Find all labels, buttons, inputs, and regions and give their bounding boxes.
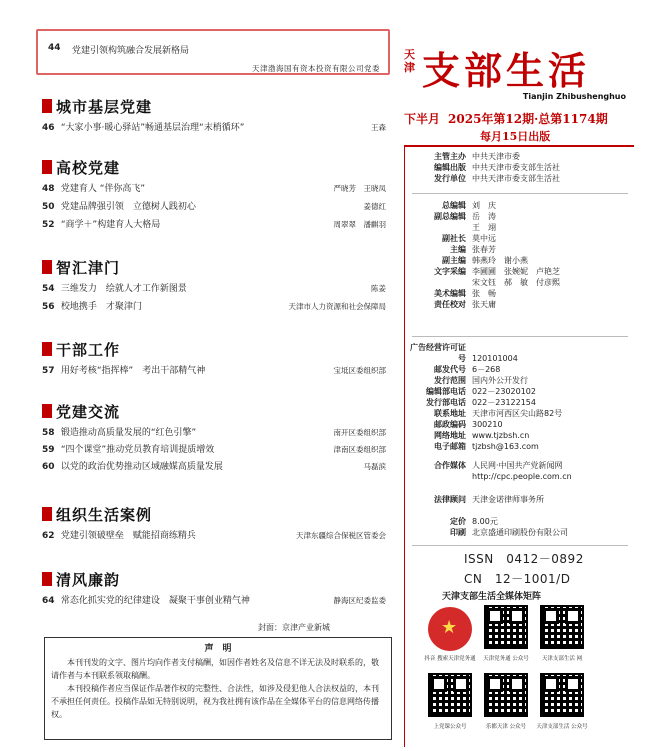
toc-item[interactable] [42,460,390,474]
page-number: 58 [42,428,55,438]
page-number: 60 [42,462,55,472]
article-author: 马磊滨 [363,462,386,471]
info-row [404,151,634,162]
section-college [42,158,390,232]
info-value: 300210 [472,420,503,429]
toc-item[interactable] [42,282,390,296]
cn-number: CN 12－1001/D [464,572,571,586]
info-row [404,408,634,419]
section-integrity [42,570,390,608]
info-row [404,375,634,386]
article-author: 陈姜 [371,284,386,293]
info-value: 张天庸 [472,300,496,309]
toc-item[interactable] [42,443,390,457]
issn: ISSN 0412－0892 [464,552,584,566]
info-key: 主管主办 [434,152,466,161]
qr-caption: 天津党务通 公众号 [483,656,529,662]
info-row [404,200,634,211]
masthead-pinyin: Tianjin Zhibushenghuo [522,92,626,101]
info-value: www.tjzbsh.cn [472,431,530,440]
cover-credit: 封面：京津产业新城 [258,623,330,632]
info-row [404,299,634,310]
toc-item[interactable] [42,200,390,214]
section-marker [42,507,52,521]
issue-half: 下半月 [404,112,441,126]
toc-item[interactable] [42,426,390,440]
info-value: 120101004 [472,354,518,363]
media-matrix-title: 天津支部生活全媒体矩阵 [442,592,542,602]
info-key: 广告经营许可证号 [410,343,466,363]
article-author: 静海区纪委监委 [333,596,386,605]
info-row [404,244,634,255]
section-exchange [42,402,390,474]
qr-code-icon[interactable] [484,673,528,717]
page-number: 46 [42,123,55,133]
article-title: “商学＋”构建育人大格局 [60,220,161,230]
article-author: 津南区委组织部 [333,445,386,454]
article-title: 党建育人 “伴你高飞” [60,184,146,194]
info-key: 编辑部电话 [426,387,466,396]
publish-day: 每月15日出版 [480,130,551,143]
qr-caption: 乐都天津 公众号 [485,724,527,730]
info-row [404,342,634,364]
masthead-small: 天津 [404,48,415,74]
section-marker [42,99,52,113]
info-value: 李圃圃 张婉妮 卢艳芝 [472,267,560,276]
info-row [404,266,634,277]
page-number: 48 [42,184,55,194]
notice-box [44,637,392,740]
info-key: 总编辑 [442,201,466,210]
section-title: 高校党建 [56,158,121,177]
article-title: 党建引领破壁垒 赋能招商练精兵 [60,531,196,541]
article-title: 三维发力 绘就人才工作新图景 [60,284,187,294]
info-key: 发行范围 [434,376,466,385]
article-title: 校地携手 才聚津门 [60,302,142,312]
info-row [404,430,634,441]
info-key: 副主编 [442,256,466,265]
info-row [404,386,634,397]
info-value: 中共天津市委 [472,152,520,161]
lead-article-box[interactable] [36,29,390,75]
masthead-column [404,0,634,751]
article-title: “大家小事·暖心驿站”畅通基层治理“末梢循环” [60,123,245,133]
section-marker [42,342,52,356]
qr-caption: 天津支部生活 公众号 [536,724,588,730]
qr-code-icon[interactable] [540,673,584,717]
partner-info [404,460,634,482]
section-title: 干部工作 [56,340,121,359]
page-number: 52 [42,220,55,230]
info-value: 022－23122154 [472,398,536,407]
toc-item[interactable] [42,182,390,196]
info-value: 韩燕玲 谢小燕 [472,256,528,265]
toc-item[interactable] [42,364,390,378]
section-case [42,505,390,543]
toc-item[interactable] [42,121,390,135]
info-key: 美术编辑 [434,289,466,298]
page-number: 62 [42,531,55,541]
article-title: 党建品牌强引领 立德树人践初心 [60,202,196,212]
info-row [404,211,634,222]
article-author: 天津东疆综合保税区管委会 [296,531,386,540]
price-info [404,516,634,538]
info-row [404,255,634,266]
article-author: 南开区委组织部 [333,428,386,437]
party-emblem-icon [428,607,472,651]
info-key: 邮发代号 [434,365,466,374]
qr-code-icon[interactable] [540,605,584,649]
notice-paragraph: 本刊投稿作者应当保证作品著作权的完整性、合法性，如涉及侵犯他人合法权益的，本刊不承担任何责任。投稿作品如无特别说明，视为我社拥有该作品在全媒体平台的信息网络传播权。 [51,684,379,719]
issue-line [404,110,608,127]
qr-caption: 上党课公众号 [433,724,467,730]
article-title: 以党的政治优势推动区域融媒高质量发展 [60,462,223,472]
contact-info [404,342,634,452]
divider [412,545,628,546]
info-row [404,162,634,173]
info-key: 邮政编码 [434,420,466,429]
article-author: 王森 [371,123,386,132]
article-author: 宝坻区委组织部 [333,366,386,375]
info-row [404,277,634,288]
publisher-info [404,151,634,184]
article-title: 用好考核“指挥棒” 考出干部精气神 [60,366,206,376]
info-value: 宋文钰 郝 敏 付彦熙 [472,278,560,287]
article-author: 天津市人力资源和社会保障局 [288,302,386,311]
red-rule [404,145,634,147]
info-value: 国内外公开发行 [472,376,528,385]
page-number: 59 [42,445,55,455]
info-value: 中共天津市委支部生活社 [472,163,560,172]
info-key: 发行部电话 [426,398,466,407]
qr-code-icon[interactable] [428,673,472,717]
section-marker [42,260,52,274]
info-value: 8.00元 [472,517,498,526]
info-key: 文字采编 [434,267,466,276]
article-author: 周翠翠 潘麒羽 [333,220,386,229]
section-title: 智汇津门 [56,258,121,277]
section-title: 党建交流 [56,402,121,421]
info-value: 刘 庆 [472,201,496,210]
info-key: 副总编辑 [434,212,466,221]
section-marker [42,404,52,418]
info-value: 张春芳 [472,245,496,254]
info-value: 北京盛通印刷股份有限公司 [472,528,568,537]
page-number: 50 [42,202,55,212]
page-number: 57 [42,366,55,376]
info-value: 天津市河西区尖山路82号 [472,409,563,418]
divider [412,336,628,337]
info-key: 副社长 [442,234,466,243]
section-urban [42,97,390,135]
toc-item[interactable] [42,300,390,314]
section-talent [42,258,390,314]
info-key: 合作媒体 [434,461,466,470]
section-marker [42,572,52,586]
section-cadre [42,340,390,378]
info-value: 岳 涛 [472,212,496,221]
info-value: 人民网·中国共产党新闻网 [472,461,563,470]
toc-item[interactable] [42,529,390,543]
article-title: 常态化抓实党的纪律建设 凝聚干事创业精气神 [60,596,250,606]
info-value: 6－268 [472,365,501,374]
info-row [404,397,634,408]
issue-number: 2025年第12期·总第1174期 [448,112,608,126]
notice-title: 声 明 [204,644,232,654]
toc-column [28,0,396,751]
article-author: 姜德红 [363,202,386,211]
info-row [404,288,634,299]
section-title: 城市基层党建 [56,97,153,116]
info-key: 电子邮箱 [434,442,466,451]
info-row [404,173,634,184]
masthead-logo: 支部生活 [422,48,591,93]
page-number: 64 [42,596,55,606]
info-key: 编辑出版 [434,163,466,172]
legal-info [404,494,634,505]
lead-article-title: 党建引领构筑融合发展新格局 [72,46,190,56]
partner-url[interactable]: http://cpc.people.com.cn [472,472,572,481]
divider [412,193,628,194]
section-title: 组织生活案例 [56,505,153,524]
info-value: 天津金诺律师事务所 [472,495,544,504]
page-number: 54 [42,284,55,294]
toc-item[interactable] [42,594,390,608]
info-value: 张 畅 [472,289,496,298]
qr-caption: 天津支部生活 网 [541,656,583,662]
info-row [404,441,634,452]
info-value: 王 翊 [472,223,496,232]
info-key: 联系地址 [434,409,466,418]
masthead [404,40,634,100]
info-key: 定价 [450,517,466,526]
info-row [404,222,634,233]
article-author: 严晓芳 王晓凤 [333,184,386,193]
section-title: 清风廉韵 [56,570,121,589]
info-row [404,364,634,375]
page-number: 44 [48,43,61,53]
info-row [404,233,634,244]
info-key: 法律顾问 [434,495,466,504]
info-value: 莫中远 [472,234,496,243]
section-marker [42,160,52,174]
info-value: 中共天津市委支部生活社 [472,174,560,183]
info-value: tjzbsh@163.com [472,442,539,451]
info-row [404,419,634,430]
lead-article-author: 天津渤海国有资本投资有限公司党委 [252,64,380,73]
qr-code-icon[interactable] [484,605,528,649]
info-key: 责任校对 [434,300,466,309]
article-title: “四个课堂”推动党员教育培训提质增效 [60,445,215,455]
article-title: 锻造推动高质量发展的“红色引擎” [60,428,197,438]
info-value: 022－23020102 [472,387,536,396]
staff-list [404,200,634,310]
info-key: 发行单位 [434,174,466,183]
info-key: 主编 [450,245,466,254]
info-key: 印刷 [450,528,466,537]
info-key: 网络地址 [434,431,466,440]
qr-caption: 抖音 搜索天津党务通 [424,656,476,662]
toc-item[interactable] [42,218,390,232]
page-number: 56 [42,302,55,312]
notice-paragraph: 本刊刊发的文字、图片均向作者支付稿酬，如因作者姓名及信息不详无法及时联系的，敬请作者与本刊联系领取稿酬。 [51,658,379,680]
